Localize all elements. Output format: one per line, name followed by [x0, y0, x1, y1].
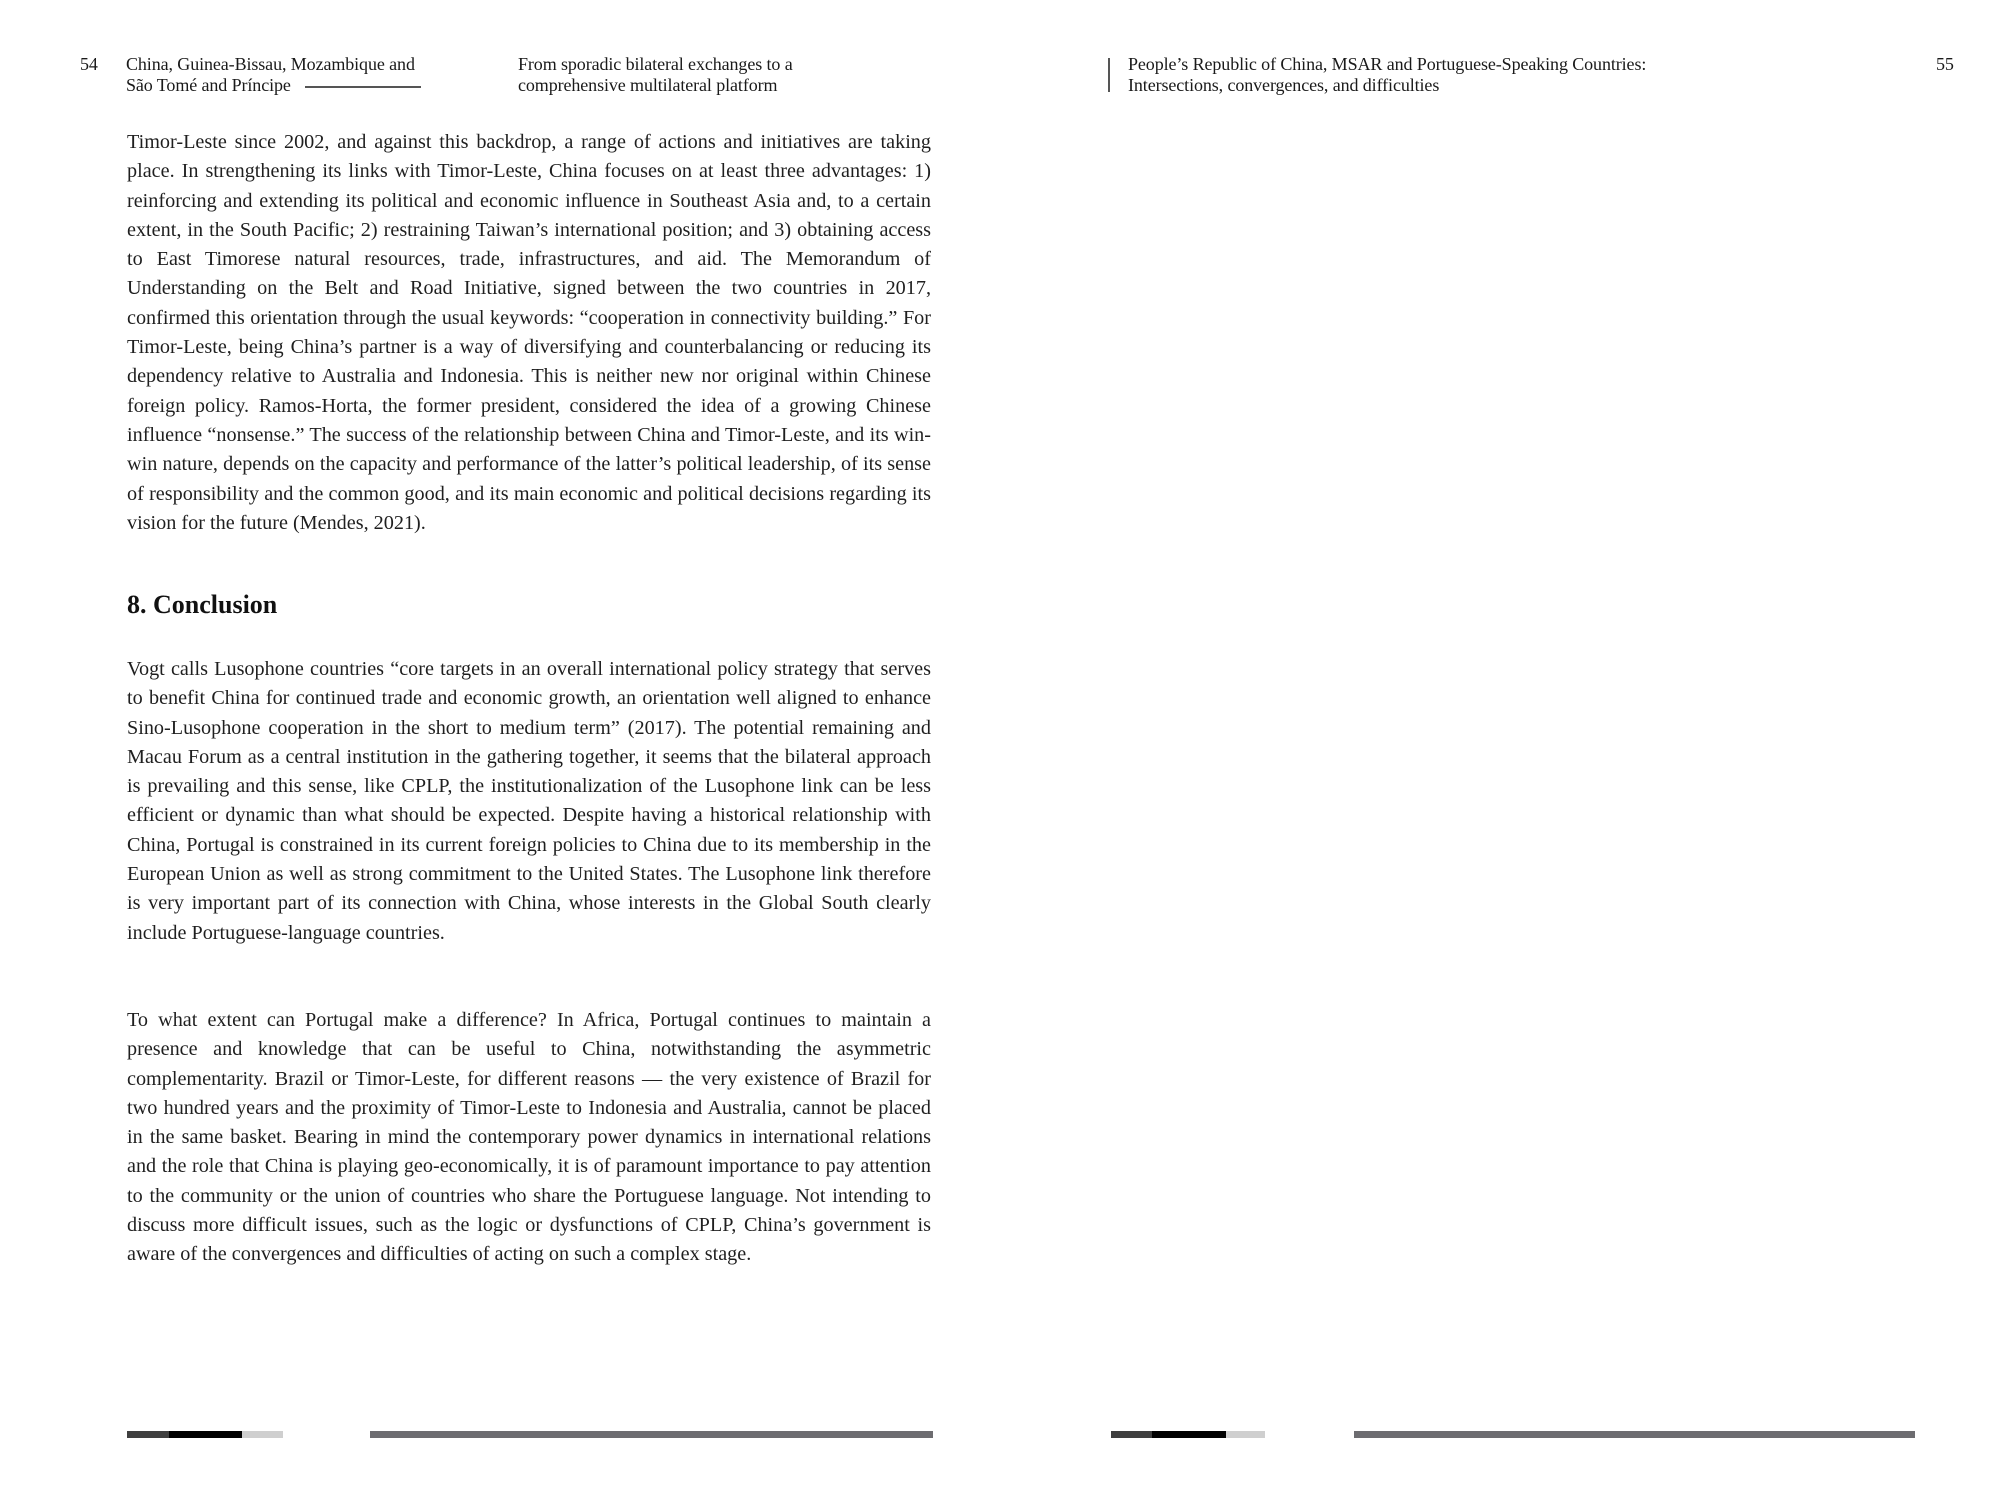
footer-decoration-left	[127, 1431, 933, 1438]
footer-bar-dark	[127, 1431, 169, 1438]
body-paragraph	[127, 655, 931, 948]
paragraph-text: Vogt calls Lusophone countries “core targets in an overall international policy strategy that serves to benefit China for continued trade and economic growth, an orientation well aligned to enhance Sino-Lusophone cooperation in the short to medium term” (2017). The potential remaining and Macau Forum as a central institution in the gathering together, it seems that the bilateral approach is prevailing and this sense, like CPLP, the institutionalization of the Lusophone link can be less efficient or dynamic than what should be expected. Despite having a historical relationship with China, Portugal is constrained in its current foreign policies to China due to its membership in the European Union as well as strong commitment to the United States. The Lusophone link therefore is very important part of its connection with China, whose interests in the Global South clearly include Portuguese-language countries.	[127, 658, 931, 944]
paragraph-text: To what extent can Portugal make a difference? In Africa, Portugal continues to maintain a presence and knowledge that can be useful to China, notwithstanding the asymmetric complementarity. Brazil or Timor-Leste, for different reasons — the very existence of Brazil for two hundred years and the proximity of Timor-Leste to Indonesia and Australia, cannot be placed in the same basket. Bearing in mind the contemporary power dynamics in international relations and the role that China is playing geo-economically, it is of paramount importance to pay attention to the community or the union of countries who share the Portuguese language. Not intending to discuss more difficult issues, such as the logic or dysfunctions of CPLP, China’s government is aware of the convergences and difficulties of acting on such a complex stage.	[127, 1009, 931, 1266]
chapter-title	[518, 54, 878, 96]
chapter-title-line1: From sporadic bilateral exchanges to a	[518, 54, 793, 74]
footer-decoration-right	[1111, 1431, 1917, 1438]
running-title-right-line1: People’s Republic of China, MSAR and Portuguese-Speaking Countries:	[1128, 54, 1647, 74]
running-title-right-line2: Intersections, convergences, and difficulties	[1128, 75, 1440, 95]
footer-bar-gray	[370, 1431, 933, 1438]
footer-bar-gray	[1354, 1431, 1915, 1438]
page-number-right: 55	[1936, 54, 1954, 74]
chapter-title-line2: comprehensive multilateral platform	[518, 75, 778, 95]
body-paragraph	[127, 128, 931, 538]
footer-bar-light	[1226, 1431, 1265, 1438]
body-paragraph	[127, 1006, 931, 1270]
header-divider	[1108, 58, 1110, 92]
running-title-left	[126, 54, 456, 96]
header-rule	[305, 86, 421, 88]
paragraph-text: Timor-Leste since 2002, and against this backdrop, a range of actions and initiatives are taking place. In strengthening its links with Timor-Leste, China focuses on at least three advantages: 1) reinforcing and extending its political and economic influence in Southeast Asia and, to a certain extent, in the South Pacific; 2) restraining Taiwan’s international position; and 3) obtaining access to East Timorese natural resources, trade, infrastructures, and aid. The Memorandum of Understanding on the Belt and Road Initiative, signed between the two countries in 2017, confirmed this orientation through the usual keywords: “cooperation in connectivity building.” For Timor-Leste, being China’s partner is a way of diversifying and counterbalancing or reducing its dependency relative to Australia and Indonesia. This is neither new nor original within Chinese foreign policy. Ramos-Horta, the former president, considered the idea of a growing Chinese influence “nonsense.” The success of the relationship between China and Timor-Leste, and its win-win nature, depends on the capacity and performance of the latter’s political leadership, of its sense of responsibility and the common good, and its main economic and political decisions regarding its vision for the future (Mendes, 2021).	[127, 131, 931, 534]
page-number-left: 54	[80, 54, 98, 74]
running-title-left-line1: China, Guinea-Bissau, Mozambique and	[126, 54, 415, 74]
running-title-right	[1128, 54, 1828, 96]
footer-bar-light	[242, 1431, 283, 1438]
section-heading: 8. Conclusion	[127, 590, 278, 619]
footer-bar-dark	[1111, 1431, 1152, 1438]
footer-bar-black	[1152, 1431, 1226, 1438]
running-title-left-line2: São Tomé and Príncipe	[126, 75, 291, 95]
footer-bar-black	[169, 1431, 242, 1438]
right-page	[1008, 0, 2016, 1512]
